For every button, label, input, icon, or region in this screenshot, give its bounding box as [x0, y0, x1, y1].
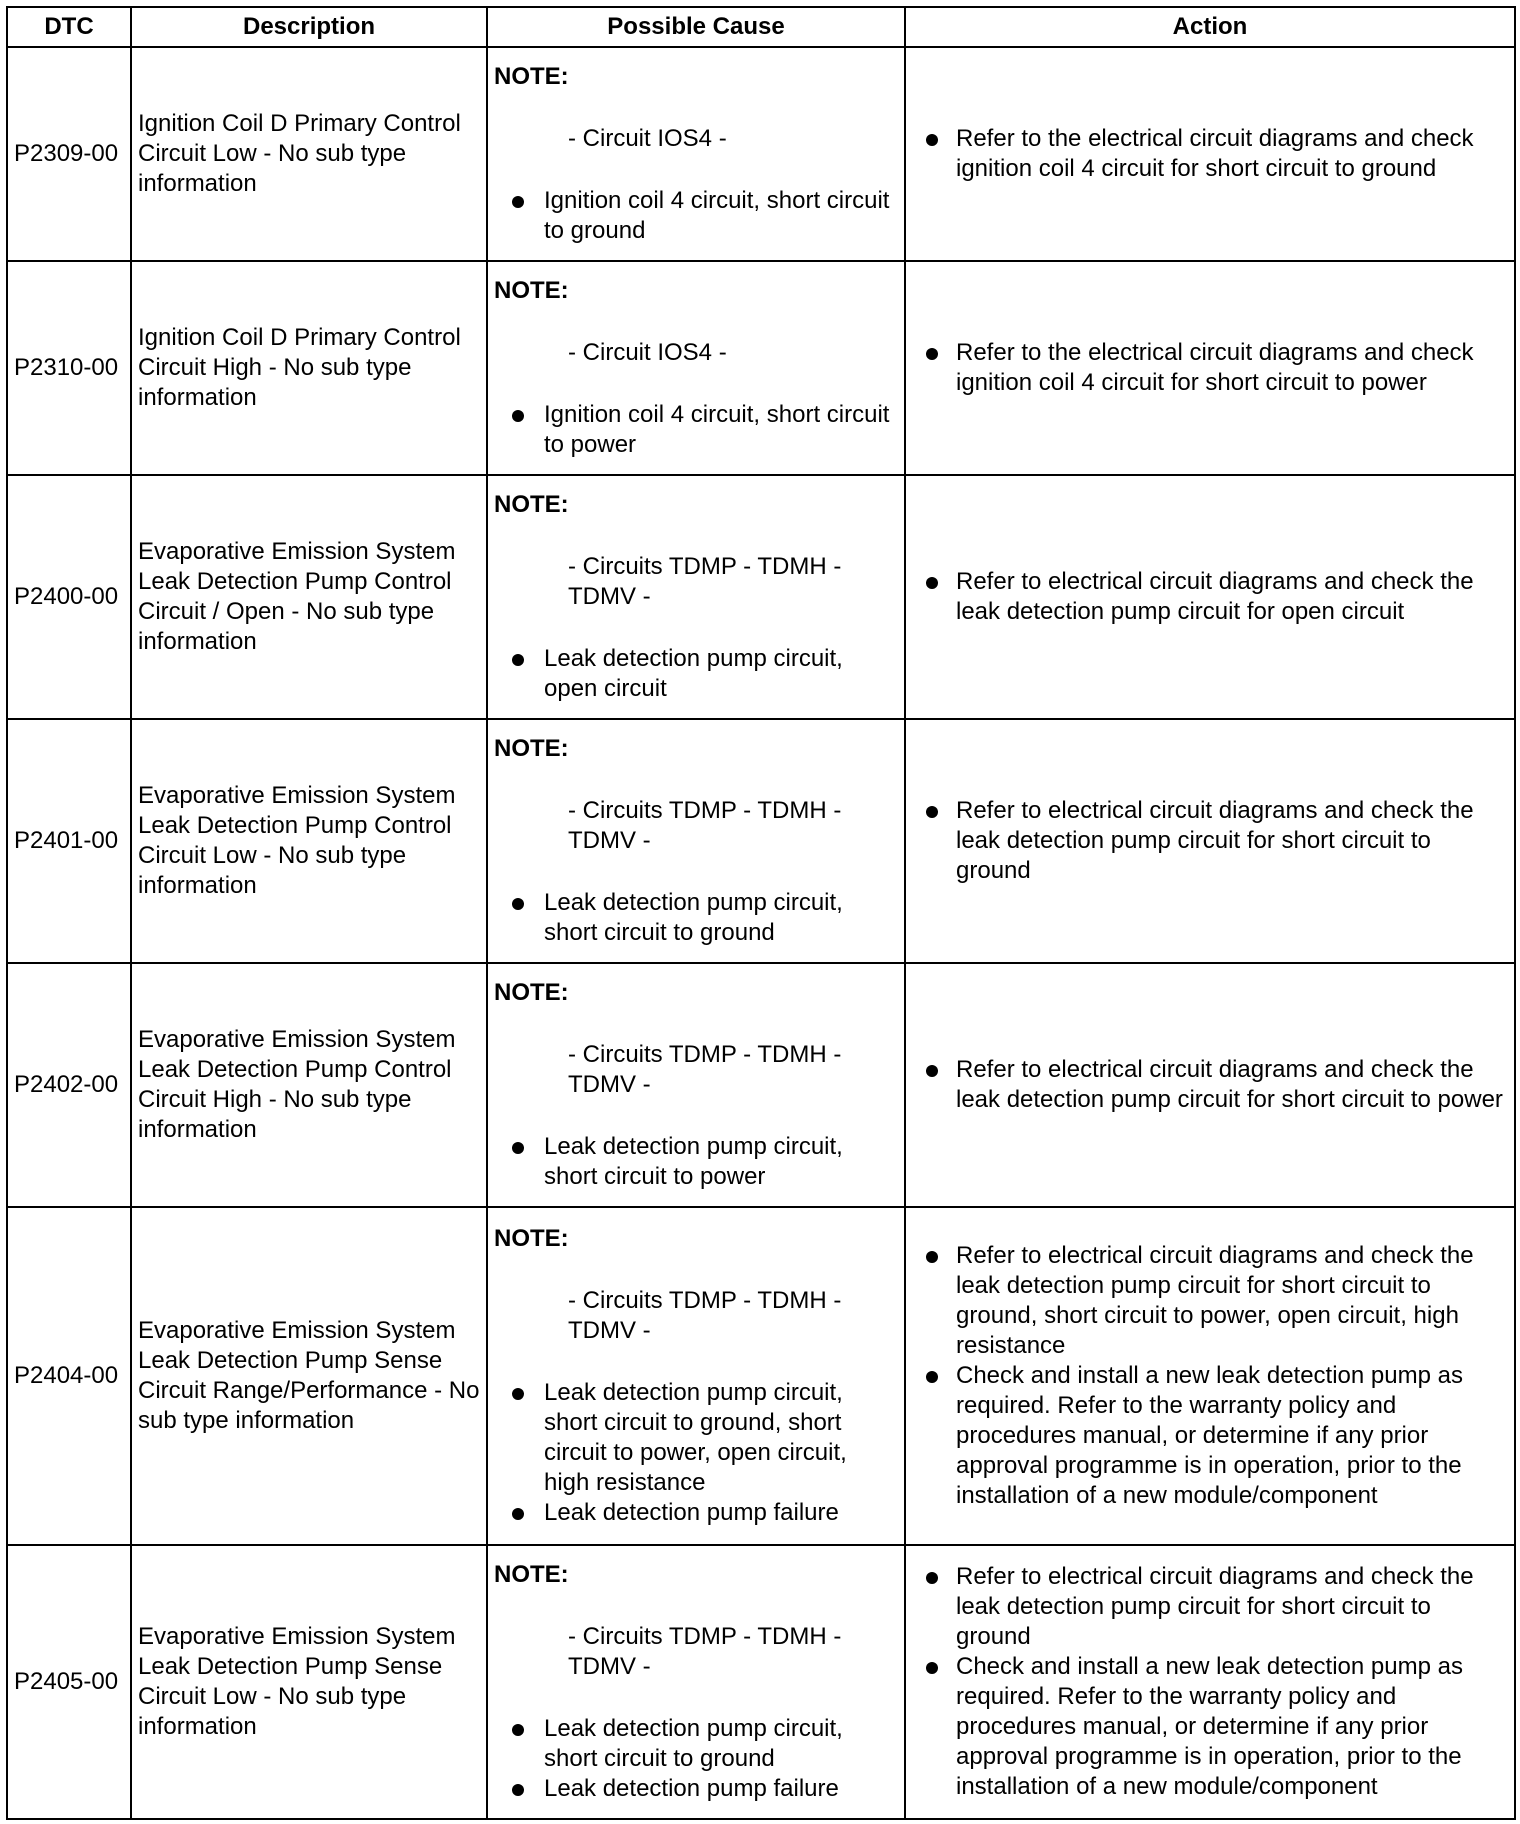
action-list — [912, 1055, 1508, 1115]
table-row — [7, 1545, 1515, 1819]
dtc-description: Evaporative Emission System Leak Detection Pump Sense Circuit Range/Performance - No sub type information — [131, 1207, 487, 1545]
cause-list — [494, 1714, 898, 1804]
action-item: Refer to electrical circuit diagrams and check the leak detection pump circuit for short circuit to ground, short circuit to power, open circuit, high resistance — [912, 1241, 1508, 1361]
header-description: Description — [131, 7, 487, 47]
cause-list — [494, 1132, 898, 1192]
cause-item: Leak detection pump circuit, short circuit to ground, short circuit to power, open circuit, high resistance — [494, 1378, 898, 1498]
action-list — [912, 124, 1508, 184]
note-label: NOTE: — [494, 1561, 569, 1588]
action-item: Refer to electrical circuit diagrams and check the leak detection pump circuit for short circuit to ground — [912, 1562, 1508, 1652]
dtc-code: P2400-00 — [7, 475, 131, 719]
action — [905, 475, 1515, 719]
cause-list — [494, 888, 898, 948]
action — [905, 963, 1515, 1207]
action-item: Refer to the electrical circuit diagrams and check ignition coil 4 circuit for short circuit to power — [912, 338, 1508, 398]
dtc-description: Evaporative Emission System Leak Detection Pump Control Circuit Low - No sub type information — [131, 719, 487, 963]
cause-item: Leak detection pump circuit, short circuit to power — [494, 1132, 898, 1192]
action-list — [912, 1562, 1508, 1802]
cause-list — [494, 644, 898, 704]
circuit-note: - Circuits TDMP - TDMH - TDMV - — [568, 797, 842, 854]
cause-item: Leak detection pump circuit, open circuit — [494, 644, 898, 704]
possible-cause — [487, 719, 905, 963]
table-row — [7, 1207, 1515, 1545]
cause-list — [494, 400, 898, 460]
dtc-description: Evaporative Emission System Leak Detection Pump Control Circuit / Open - No sub type information — [131, 475, 487, 719]
dtc-code: P2404-00 — [7, 1207, 131, 1545]
action-item: Check and install a new leak detection pump as required. Refer to the warranty policy and procedures manual, or determine if any prior approval programme is in operation, prior to the installation of a new module/component — [912, 1361, 1508, 1511]
action-list — [912, 338, 1508, 398]
dtc-code: P2310-00 — [7, 261, 131, 475]
cause-list — [494, 1378, 898, 1528]
circuit-note: - Circuits TDMP - TDMH - TDMV - — [568, 1287, 842, 1344]
action — [905, 1545, 1515, 1819]
circuit-note: - Circuits TDMP - TDMH - TDMV - — [568, 1623, 842, 1680]
action — [905, 1207, 1515, 1545]
header-row — [7, 7, 1515, 47]
table-row — [7, 475, 1515, 719]
cause-item: Ignition coil 4 circuit, short circuit to power — [494, 400, 898, 460]
dtc-code: P2402-00 — [7, 963, 131, 1207]
possible-cause — [487, 963, 905, 1207]
table-row — [7, 963, 1515, 1207]
table-row — [7, 261, 1515, 475]
action-list — [912, 1241, 1508, 1511]
dtc-description: Ignition Coil D Primary Control Circuit High - No sub type information — [131, 261, 487, 475]
note-label: NOTE: — [494, 63, 569, 90]
note-label: NOTE: — [494, 277, 569, 304]
action-item: Refer to the electrical circuit diagrams and check ignition coil 4 circuit for short circuit to ground — [912, 124, 1508, 184]
possible-cause — [487, 47, 905, 261]
cause-item: Leak detection pump circuit, short circuit to ground — [494, 888, 898, 948]
possible-cause — [487, 1545, 905, 1819]
action — [905, 47, 1515, 261]
circuit-note: - Circuit IOS4 - — [568, 339, 727, 366]
header-possible-cause: Possible Cause — [487, 7, 905, 47]
dtc-description: Evaporative Emission System Leak Detection Pump Control Circuit High - No sub type information — [131, 963, 487, 1207]
dtc-code: P2309-00 — [7, 47, 131, 261]
cause-item: Leak detection pump failure — [494, 1774, 898, 1804]
action-list — [912, 796, 1508, 886]
header-action: Action — [905, 7, 1515, 47]
table-row — [7, 719, 1515, 963]
table-row — [7, 47, 1515, 261]
action — [905, 261, 1515, 475]
cause-list — [494, 186, 898, 246]
action-list — [912, 567, 1508, 627]
note-label: NOTE: — [494, 1225, 569, 1252]
dtc-description: Ignition Coil D Primary Control Circuit Low - No sub type information — [131, 47, 487, 261]
header-dtc: DTC — [7, 7, 131, 47]
circuit-note: - Circuit IOS4 - — [568, 125, 727, 152]
cause-item: Ignition coil 4 circuit, short circuit to ground — [494, 186, 898, 246]
cause-item: Leak detection pump circuit, short circuit to ground — [494, 1714, 898, 1774]
note-label: NOTE: — [494, 735, 569, 762]
possible-cause — [487, 1207, 905, 1545]
dtc-code: P2401-00 — [7, 719, 131, 963]
circuit-note: - Circuits TDMP - TDMH - TDMV - — [568, 1041, 842, 1098]
action-item: Refer to electrical circuit diagrams and check the leak detection pump circuit for short circuit to ground — [912, 796, 1508, 886]
dtc-description: Evaporative Emission System Leak Detection Pump Sense Circuit Low - No sub type information — [131, 1545, 487, 1819]
cause-item: Leak detection pump failure — [494, 1498, 898, 1528]
dtc-code: P2405-00 — [7, 1545, 131, 1819]
note-label: NOTE: — [494, 979, 569, 1006]
action — [905, 719, 1515, 963]
possible-cause — [487, 475, 905, 719]
dtc-table — [6, 6, 1516, 1820]
circuit-note: - Circuits TDMP - TDMH - TDMV - — [568, 553, 842, 610]
note-label: NOTE: — [494, 491, 569, 518]
action-item: Check and install a new leak detection pump as required. Refer to the warranty policy and procedures manual, or determine if any prior approval programme is in operation, prior to the installation of a new module/component — [912, 1652, 1508, 1802]
action-item: Refer to electrical circuit diagrams and check the leak detection pump circuit for short circuit to power — [912, 1055, 1508, 1115]
action-item: Refer to electrical circuit diagrams and check the leak detection pump circuit for open circuit — [912, 567, 1508, 627]
possible-cause — [487, 261, 905, 475]
